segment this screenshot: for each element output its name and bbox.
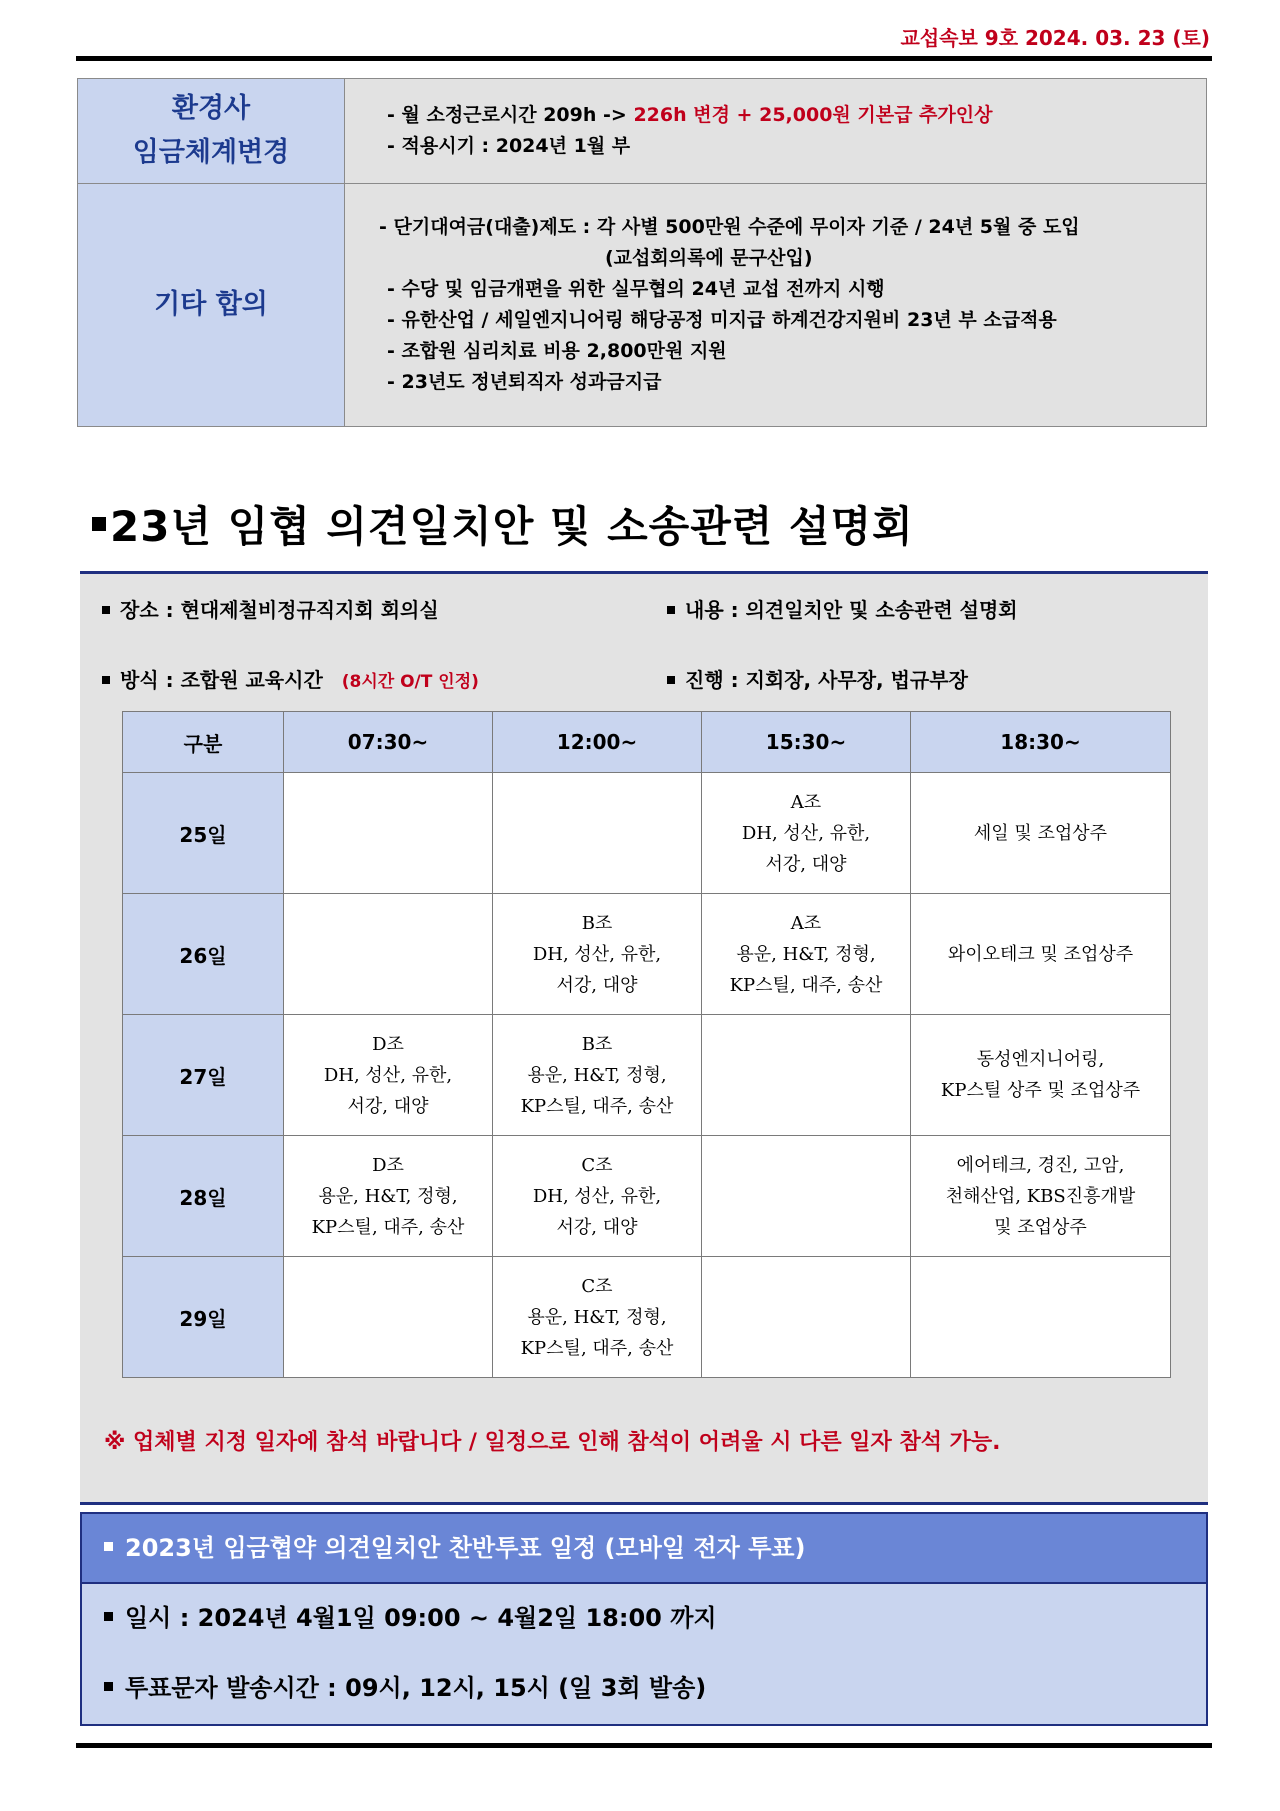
vote-details	[80, 1584, 1208, 1726]
cell-line: DH, 성산, 유한,	[532, 1185, 662, 1207]
agreement-content-wage	[345, 79, 1207, 184]
square-bullet-icon	[667, 676, 675, 684]
schedule-header: 07:30~	[284, 712, 493, 773]
other-line: - 유한산업 / 세일엔지니어링 해당공정 미지급 하계건강지원비 23년 부 소급적용	[387, 309, 1057, 331]
schedule-cell	[493, 1015, 702, 1136]
cell-line: KP스틸, 대주, 송산	[520, 1337, 674, 1359]
square-bullet-icon	[104, 1682, 113, 1691]
info-place	[102, 594, 439, 623]
info-host	[667, 664, 968, 693]
cell-line: 천해산업, KBS진흥개발	[945, 1185, 1136, 1207]
vote-date	[104, 1598, 717, 1633]
cell-line: 서강, 대양	[556, 1216, 638, 1238]
agreement-row-wage	[78, 79, 1207, 184]
cell-line: DH, 성산, 유한,	[532, 943, 662, 965]
section-title-text: 23년 임협 의견일치안 및 소송관련 설명회	[110, 502, 914, 551]
agreement-row-other	[78, 184, 1207, 427]
schedule-cell	[702, 1015, 911, 1136]
schedule-day: 29일	[123, 1257, 284, 1378]
square-bullet-icon	[104, 1612, 113, 1621]
cell-line: D조	[372, 1033, 404, 1055]
wage-line-1	[365, 100, 1186, 131]
vote-title-text: 2023년 임금협약 의견일치안 찬반투표 일정 (모바일 전자 투표)	[125, 1534, 806, 1562]
label-line-2: 임금체계변경	[132, 137, 290, 168]
schedule-row	[123, 773, 1171, 894]
info-host-text: 진행 : 지회장, 사무장, 법규부장	[685, 668, 968, 692]
schedule-cell	[284, 894, 493, 1015]
cell-line: 용운, H&T, 정형,	[527, 1306, 667, 1328]
schedule-cell	[284, 1257, 493, 1378]
cell-line: KP스틸, 대주, 송산	[729, 974, 883, 996]
schedule-cell	[911, 1136, 1171, 1257]
schedule-cell	[493, 773, 702, 894]
schedule-table	[122, 711, 1171, 1378]
cell-line: KP스틸 상주 및 조업상주	[940, 1080, 1141, 1101]
other-line: - 조합원 심리치료 비용 2,800만원 지원	[387, 340, 727, 362]
schedule-row	[123, 1136, 1171, 1257]
wage-line-1-highlight: 226h 변경 + 25,000원 기본급 추가인상	[633, 104, 993, 126]
cell-line: C조	[581, 1154, 613, 1176]
cell-line: B조	[581, 912, 613, 934]
schedule-cell	[493, 1257, 702, 1378]
vote-title	[80, 1512, 1208, 1584]
cell-line: B조	[581, 1033, 613, 1055]
square-bullet-icon	[92, 517, 106, 531]
schedule-header: 구분	[123, 712, 284, 773]
issue-header: 교섭속보 9호 2024. 03. 23 (토)	[900, 26, 1210, 50]
schedule-cell	[702, 1136, 911, 1257]
top-divider	[76, 56, 1212, 61]
schedule-header: 12:00~	[493, 712, 702, 773]
label-line-1: 환경사	[171, 93, 251, 124]
schedule-cell	[911, 773, 1171, 894]
info-content	[667, 594, 1018, 623]
cell-line: DH, 성산, 유한,	[323, 1064, 453, 1086]
wage-line-1-prefix: - 월 소정근로시간 209h ->	[387, 104, 634, 126]
schedule-day: 27일	[123, 1015, 284, 1136]
schedule-header-row	[123, 712, 1171, 773]
schedule-cell	[911, 1257, 1171, 1378]
cell-line: 용운, H&T, 정형,	[318, 1185, 458, 1207]
schedule-cell	[493, 894, 702, 1015]
square-bullet-icon	[102, 676, 110, 684]
cell-line: C조	[581, 1275, 613, 1297]
schedule-cell	[284, 773, 493, 894]
cell-line: DH, 성산, 유한,	[741, 822, 871, 844]
agreement-label-other: 기타 합의	[78, 184, 345, 427]
schedule-day: 26일	[123, 894, 284, 1015]
vote-sms	[104, 1668, 706, 1703]
schedule-cell	[911, 894, 1171, 1015]
schedule-header: 18:30~	[911, 712, 1171, 773]
square-bullet-icon	[667, 606, 675, 614]
schedule-cell	[493, 1136, 702, 1257]
schedule-cell	[702, 773, 911, 894]
agreement-content-other	[345, 184, 1207, 427]
cell-line: 및 조업상주	[994, 1216, 1087, 1238]
other-line: - 단기대여금(대출)제도 : 각 사별 500만원 수준에 무이자 기준 / 24년 5월 중 도입	[379, 216, 1080, 238]
vote-date-text: 일시 : 2024년 4월1일 09:00 ~ 4월2일 18:00 까지	[125, 1604, 717, 1632]
cell-line: A조	[790, 912, 822, 934]
info-content-text: 내용 : 의견일치안 및 소송관련 설명회	[685, 598, 1018, 622]
other-line: - 23년도 정년퇴직자 성과금지급	[387, 371, 662, 393]
info-method-note: (8시간 O/T 인정)	[341, 672, 479, 692]
cell-line: 용운, H&T, 정형,	[527, 1064, 667, 1086]
cell-line: 와이오테크 및 조업상주	[947, 943, 1134, 965]
schedule-cell	[702, 1257, 911, 1378]
square-bullet-icon	[102, 606, 110, 614]
schedule-cell	[702, 894, 911, 1015]
cell-line: 서강, 대양	[556, 974, 638, 996]
cell-line: 서강, 대양	[765, 853, 847, 875]
schedule-cell	[284, 1015, 493, 1136]
cell-line: 용운, H&T, 정형,	[736, 943, 876, 965]
cell-line: 세일 및 조업상주	[973, 822, 1108, 844]
other-line: - 수당 및 임금개편을 위한 실무협의 24년 교섭 전까지 시행	[387, 278, 885, 300]
cell-line: 동성엔지니어링,	[976, 1049, 1105, 1070]
agreement-label-wage	[78, 79, 345, 184]
attendance-note: ※ 업체별 지정 일자에 참석 바랍니다 / 일정으로 인해 참석이 어려울 시 다른 일자 참석 가능.	[104, 1430, 1001, 1455]
info-method-text: 방식 : 조합원 교육시간	[120, 668, 323, 692]
agreement-table	[77, 78, 1207, 427]
cell-line: A조	[790, 791, 822, 813]
section-title	[92, 494, 914, 554]
cell-line: KP스틸, 대주, 송산	[520, 1095, 674, 1117]
schedule-row	[123, 894, 1171, 1015]
cell-line: KP스틸, 대주, 송산	[311, 1216, 465, 1238]
schedule-row	[123, 1257, 1171, 1378]
info-method	[102, 664, 479, 693]
cell-line: D조	[372, 1154, 404, 1176]
vote-sms-text: 투표문자 발송시간 : 09시, 12시, 15시 (일 3회 발송)	[125, 1674, 707, 1702]
cell-line: 에어테크, 경진, 고암,	[956, 1154, 1125, 1176]
schedule-day: 25일	[123, 773, 284, 894]
bottom-divider	[76, 1743, 1212, 1748]
wage-line-2: - 적용시기 : 2024년 1월 부	[387, 135, 631, 157]
schedule-day: 28일	[123, 1136, 284, 1257]
schedule-row	[123, 1015, 1171, 1136]
other-line: (교섭회의록에 문구산입)	[605, 247, 813, 269]
cell-line: 서강, 대양	[347, 1095, 429, 1117]
schedule-cell	[911, 1015, 1171, 1136]
schedule-header: 15:30~	[702, 712, 911, 773]
schedule-cell	[284, 1136, 493, 1257]
info-place-text: 장소 : 현대제철비정규직지회 회의실	[120, 598, 439, 622]
square-bullet-icon	[104, 1542, 113, 1551]
